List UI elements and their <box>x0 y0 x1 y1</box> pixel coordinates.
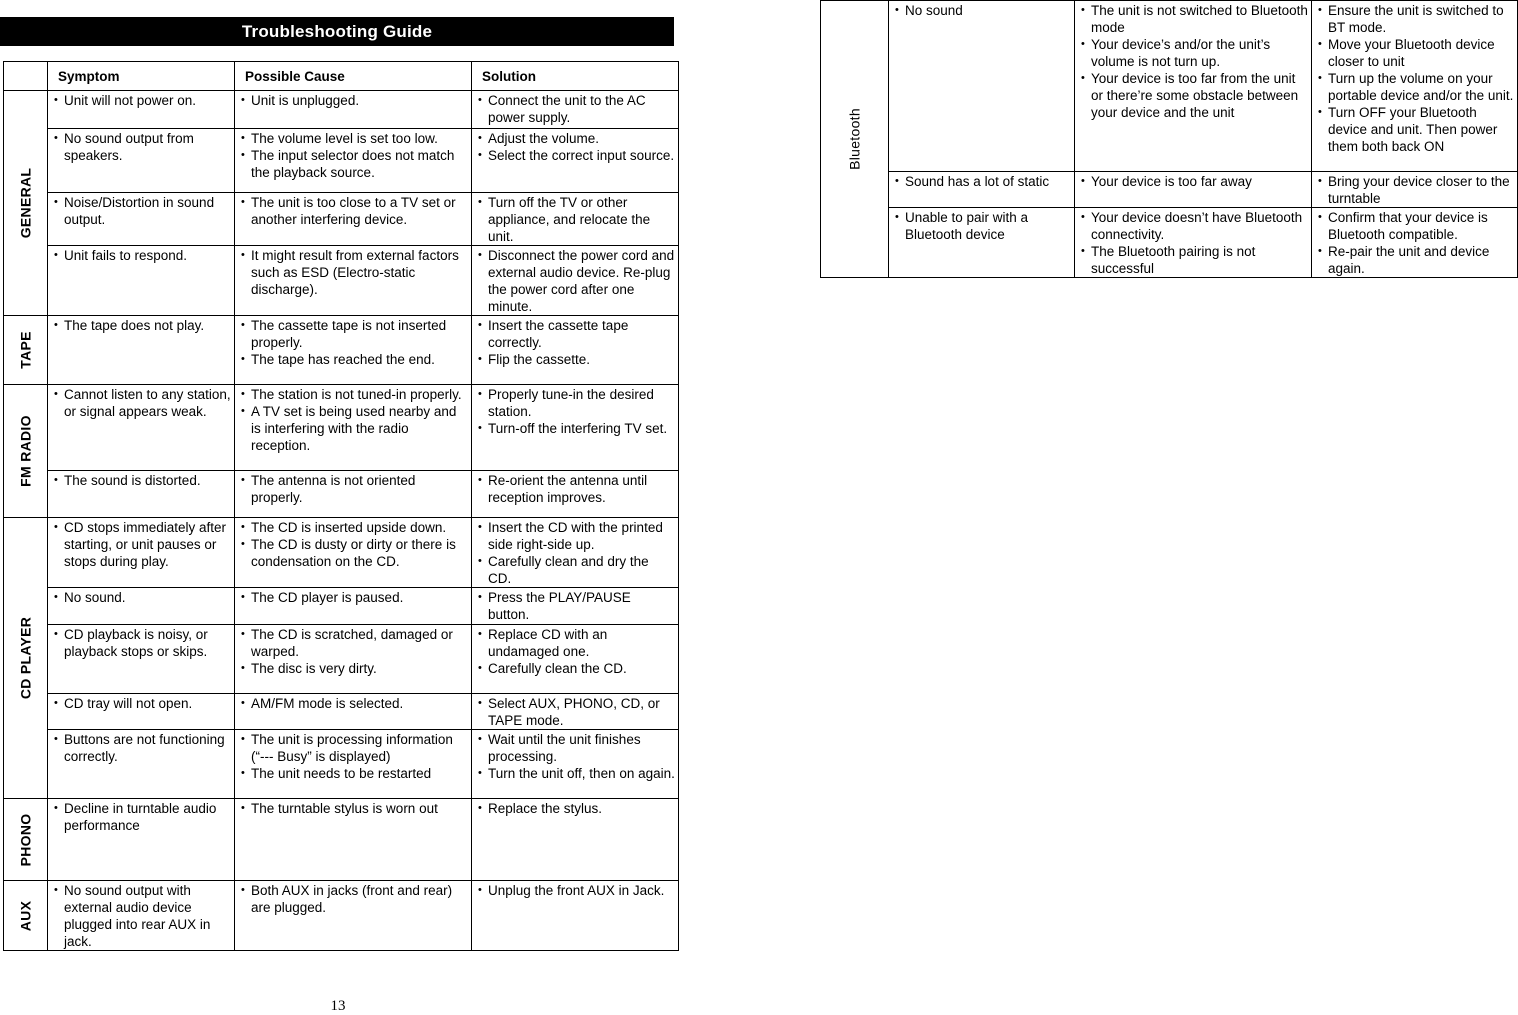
header-solution: Solution <box>472 62 679 91</box>
symptom-cell: • Unit will not power on. <box>48 91 235 129</box>
cause-cell: • The CD is scratched, damaged or warped. • The disc is very dirty. <box>235 625 472 694</box>
solution-cell: • Adjust the volume. • Select the correct input source. <box>472 129 679 193</box>
symptom-cell: • No sound <box>889 1 1075 172</box>
section-label-general: GENERAL <box>4 91 48 316</box>
cause-cell: • It might result from external factors such as ESD (Electro-static discharge). <box>235 246 472 316</box>
symptom-cell: • Unit fails to respond. <box>48 246 235 316</box>
solution-cell: • Insert the CD with the printed side right-side up. • Carefully clean and dry the CD. <box>472 518 679 588</box>
header-cause: Possible Cause <box>235 62 472 91</box>
cause-cell: • Your device doesn’t have Bluetooth connectivity. • The Bluetooth pairing is not successful <box>1075 208 1312 278</box>
troubleshooting-table <box>3 61 679 951</box>
symptom-cell: • No sound output from speakers. <box>48 129 235 193</box>
symptom-cell: • No sound output with external audio device plugged into rear AUX in jack. <box>48 881 235 951</box>
solution-cell: • Press the PLAY/PAUSE button. <box>472 588 679 625</box>
page-title: Troubleshooting Guide <box>0 17 674 46</box>
symptom-cell: • Noise/Distortion in sound output. <box>48 193 235 246</box>
symptom-cell: • The sound is distorted. <box>48 471 235 518</box>
solution-cell: • Select AUX, PHONO, CD, or TAPE mode. <box>472 694 679 730</box>
symptom-cell: • CD tray will not open. <box>48 694 235 730</box>
solution-cell: • Re-orient the antenna until reception improves. <box>472 471 679 518</box>
cause-cell: • AM/FM mode is selected. <box>235 694 472 730</box>
cause-cell: • The station is not tuned-in properly. • A TV set is being used nearby and is interfering with the radio reception. <box>235 385 472 471</box>
symptom-cell: • Unable to pair with a Bluetooth device <box>889 208 1075 278</box>
cause-cell: • The volume level is set too low. • The input selector does not match the playback source. <box>235 129 472 193</box>
solution-cell: • Ensure the unit is switched to BT mode. • Move your Bluetooth device closer to unit • Turn up the volume on your portable device and/or the unit. • Turn OFF your Bluetooth device and unit. Then power them both back ON <box>1312 1 1518 172</box>
solution-cell: • Properly tune-in the desired station. • Turn-off the interfering TV set. <box>472 385 679 471</box>
solution-cell: • Turn off the TV or other appliance, and relocate the unit. <box>472 193 679 246</box>
solution-cell: • Confirm that your device is Bluetooth compatible. • Re-pair the unit and device again. <box>1312 208 1518 278</box>
header-symptom: Symptom <box>48 62 235 91</box>
cause-cell: • The CD player is paused. <box>235 588 472 625</box>
page-number: 13 <box>330 998 346 1014</box>
section-label-fm-radio: FM RADIO <box>4 385 48 518</box>
symptom-cell: • Sound has a lot of static <box>889 172 1075 208</box>
section-label-aux: AUX <box>4 881 48 951</box>
solution-cell: • Bring your device closer to the turntable <box>1312 172 1518 208</box>
symptom-cell: • CD playback is noisy, or playback stops or skips. <box>48 625 235 694</box>
cause-cell: • Both AUX in jacks (front and rear) are plugged. <box>235 881 472 951</box>
symptom-cell: • No sound. <box>48 588 235 625</box>
symptom-cell: • Buttons are not functioning correctly. <box>48 730 235 799</box>
corner-cell <box>4 62 48 91</box>
solution-cell: • Unplug the front AUX in Jack. <box>472 881 679 951</box>
symptom-cell: • Cannot listen to any station, or signal appears weak. <box>48 385 235 471</box>
section-label-phono: PHONO <box>4 799 48 881</box>
solution-cell: • Replace CD with an undamaged one. • Carefully clean the CD. <box>472 625 679 694</box>
solution-cell: • Insert the cassette tape correctly. • Flip the cassette. <box>472 316 679 385</box>
cause-cell: • Your device is too far away <box>1075 172 1312 208</box>
symptom-cell: • Decline in turntable audio performance <box>48 799 235 881</box>
cause-cell: • The unit is not switched to Bluetooth mode • Your device’s and/or the unit’s volume is not turn up. • Your device is too far from the unit or there’re some obstacle between your device and the unit <box>1075 1 1312 172</box>
symptom-cell: • CD stops immediately after starting, or unit pauses or stops during play. <box>48 518 235 588</box>
cause-cell: • The CD is inserted upside down. • The CD is dusty or dirty or there is condensation on the CD. <box>235 518 472 588</box>
bluetooth-table <box>820 0 1518 278</box>
section-label-bluetooth: Bluetooth <box>821 1 889 278</box>
solution-cell: • Wait until the unit finishes processing. • Turn the unit off, then on again. <box>472 730 679 799</box>
solution-cell: • Replace the stylus. <box>472 799 679 881</box>
section-label-tape: TAPE <box>4 316 48 385</box>
cause-cell: • The antenna is not oriented properly. <box>235 471 472 518</box>
section-label-cd-player: CD PLAYER <box>4 518 48 799</box>
cause-cell: • The cassette tape is not inserted properly. • The tape has reached the end. <box>235 316 472 385</box>
symptom-cell: • The tape does not play. <box>48 316 235 385</box>
cause-cell: • The turntable stylus is worn out <box>235 799 472 881</box>
solution-cell: • Disconnect the power cord and external audio device. Re-plug the power cord after one minute. <box>472 246 679 316</box>
cause-cell: • The unit is processing information (“--- Busy” is displayed) • The unit needs to be restarted <box>235 730 472 799</box>
solution-cell: • Connect the unit to the AC power supply. <box>472 91 679 129</box>
cause-cell: • The unit is too close to a TV set or another interfering device. <box>235 193 472 246</box>
cause-cell: • Unit is unplugged. <box>235 91 472 129</box>
